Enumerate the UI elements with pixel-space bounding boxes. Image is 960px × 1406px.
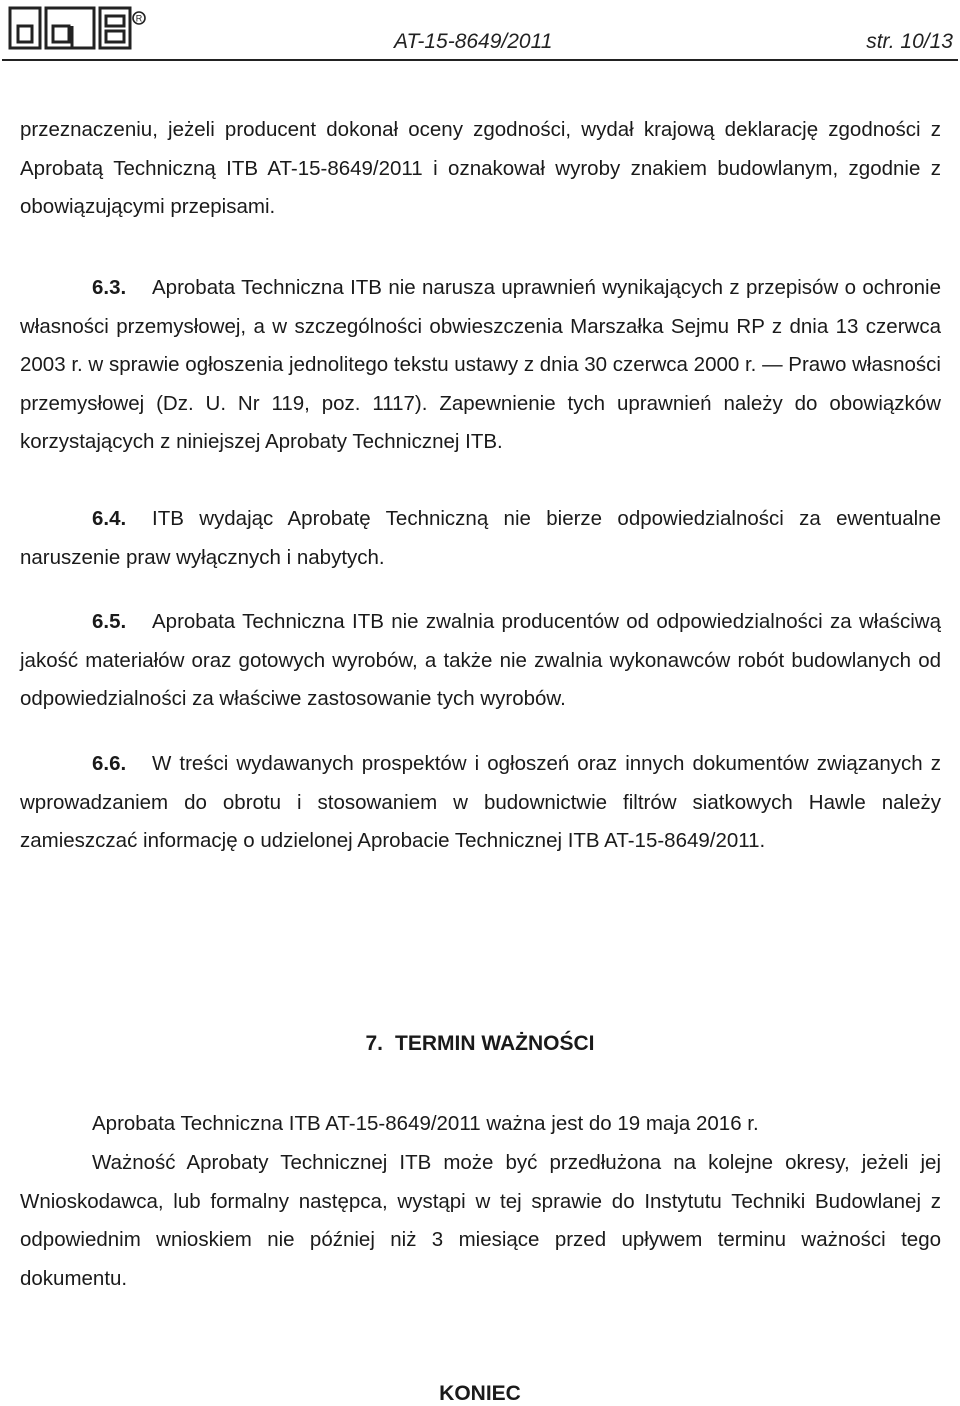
page-number: str. 10/13 (866, 30, 953, 53)
section-6-5 (20, 603, 941, 719)
section-text: Aprobata Techniczna ITB nie zwalnia producentów od odpowiedzialności za właściwą jakość materiałów oraz gotowych wyrobów, a także nie zwalnia wykonawców robót budowlanych od odpowiedzialności za właściwe zastosowanie tych wyrobów. (20, 610, 941, 710)
section-number: 6.4. (92, 507, 127, 530)
section-number: 6.6. (92, 752, 127, 775)
svg-text:R: R (135, 13, 143, 24)
section-number: 6.5. (92, 610, 127, 633)
heading-title: TERMIN WAŻNOŚCI (395, 1032, 595, 1055)
section-6-4 (20, 500, 941, 577)
section-6-3 (20, 269, 941, 462)
paragraph-intro: przeznaczeniu, jeżeli producent dokonał oceny zgodności, wydał krajową deklarację zgodności z Aprobatą Techniczną ITB AT-15-8649/2011 i oznakował wyroby znakiem budowlanym, zgodnie z obowiązującymi przepisami. (20, 118, 941, 218)
validity-paragraph: Aprobata Techniczna ITB AT-15-8649/2011 ważna jest do 19 maja 2016 r. (92, 1112, 759, 1135)
section-text: Aprobata Techniczna ITB nie narusza uprawnień wynikających z przepisów o ochronie własności przemysłowej, a w szczególności obwieszczenia Marszałka Sejmu RP z dnia 13 czerwca 2003 r. w sprawie ogłoszenia jednolitego tekstu ustawy z dnia 30 czerwca 2000 r. ― Prawo własności przemysłowej (Dz. U. Nr 119, poz. 1117). Zapewnienie tych uprawnień należy do obowiązków korzystających z niniejszej Aprobaty Technicznej ITB. (20, 276, 941, 453)
itb-logo (6, 4, 146, 52)
document-id: AT-15-8649/2011 (394, 30, 553, 53)
section-6-6 (20, 745, 941, 861)
section-text: ITB wydając Aprobatę Techniczną nie bierze odpowiedzialności za ewentualne naruszenie praw wyłącznych i nabytych. (20, 507, 941, 569)
page-header (0, 0, 960, 62)
heading-number: 7. (365, 1032, 383, 1055)
header-rule (2, 59, 958, 61)
section-text: W treści wydawanych prospektów i ogłoszeń oraz innych dokumentów związanych z wprowadzaniem do obrotu i stosowaniem w budownictwie filtrów siatkowych Hawle należy zamieszczać informację o udzielonej Aprobacie Technicznej ITB AT-15-8649/2011. (20, 752, 941, 852)
section-7-heading (0, 1032, 960, 1056)
extension-paragraph: Ważność Aprobaty Technicznej ITB może być przedłużona na kolejne okresy, jeżeli jej Wnioskodawca, lub formalny następca, wystąpi w tej sprawie do Instytutu Techniki Budowlanej z odpowiednim wnioskiem nie później niż 3 miesiące przed upływem terminu ważności tego dokumentu. (20, 1151, 941, 1290)
end-mark: KONIEC (439, 1382, 521, 1405)
section-number: 6.3. (92, 276, 127, 299)
